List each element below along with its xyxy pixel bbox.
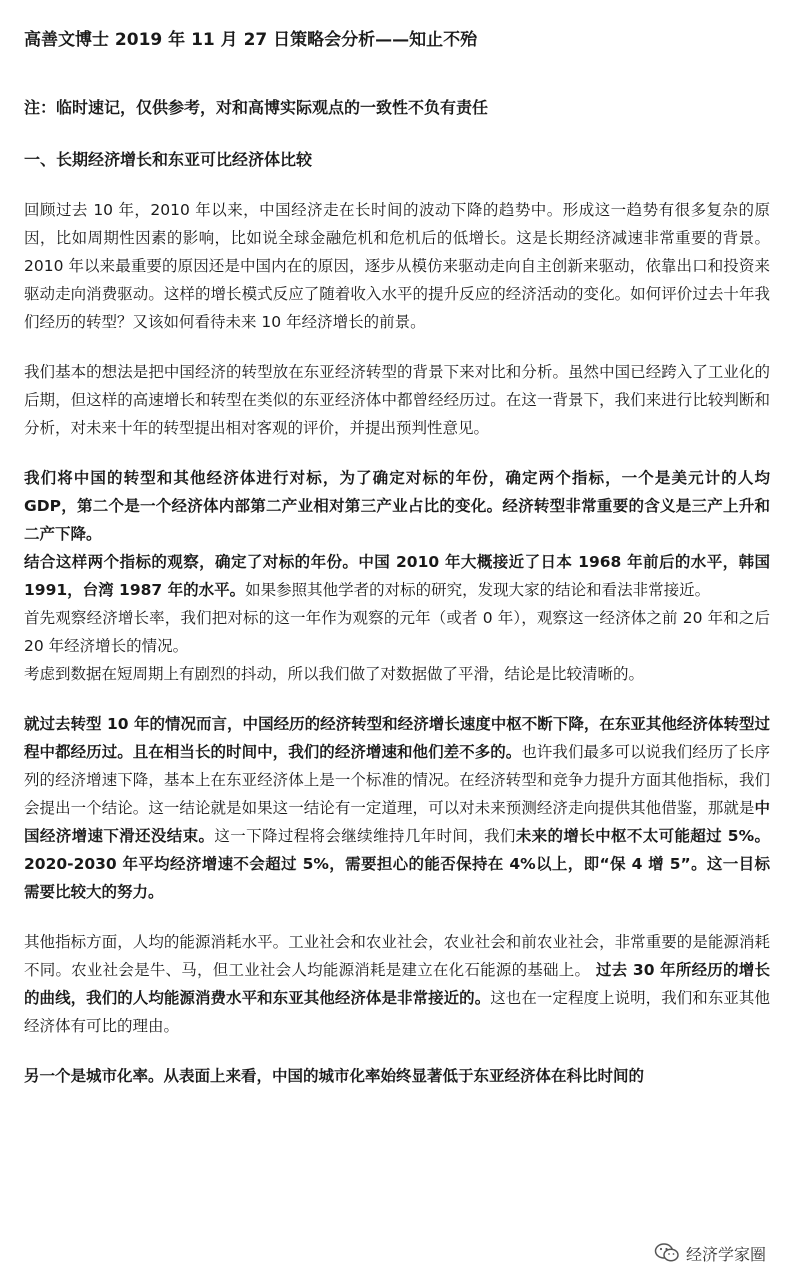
- bold-text: 结合这样两个指标的观察，确定了对标的年份。中国 2010 年大概接近了日本 1968 年前后的水平，韩国 1991，台湾 1987 年的水平。: [24, 553, 770, 599]
- body-text: 这一下降过程将会继续维持几年时间，我们: [214, 827, 516, 845]
- paragraph-8: [24, 928, 770, 1040]
- paragraph-5: 首先观察经济增长率，我们把对标的这一年作为观察的元年（或者 0 年），观察这一经济体之前 20 年和之后 20 年经济增长的情况。: [24, 609, 770, 655]
- paragraph-4: [24, 548, 770, 604]
- paragraph-9: [24, 1062, 770, 1090]
- body-text: 其他指标方面，人均的能源消耗水平。工业社会和农业社会，农业社会和前农业社会，非常重要的是能源消耗不同。农业社会是牛、马，但工业社会人均能源消耗是建立在化石能源的基础上。: [24, 933, 770, 979]
- page-title: 高善文博士 2019 年 11 月 27 日策略会分析——知止不殆: [24, 30, 478, 50]
- bold-text: 就过去转型 10 年的情况而言，中国经历的经济转型和经济增长速度中枢不断下降，在东亚其他经济体转型过程中都经历过。且在相当长的时间中，我们的经济增速和他们差不多的。: [24, 715, 770, 761]
- paragraph-6: 考虑到数据在短周期上有剧烈的抖动，所以我们做了对数据做了平滑，结论是比较清晰的。: [24, 665, 645, 683]
- body-text: 如果参照其他学者的对标的研究，发现大家的结论和看法非常接近。: [245, 581, 711, 599]
- watermark-label: 经济学家圈: [685, 1244, 766, 1264]
- paragraph-1: 回顾过去 10 年，2010 年以来，中国经济走在长时间的波动下降的趋势中。形成这一趋势有很多复杂的原因，比如周期性因素的影响，比如说全球金融危机和危机后的低增长。这是长期经济减速非常重要的背景。2010 年以来最重要的原因还是中国内在的原因，逐步从模仿来驱动走向自主创新来驱动，依靠出口和投资来驱动走向消费驱动。这样的增长模式反应了随着收入水平的提升反应的经济活动的变化。如何评价过去十年我们经历的转型？又该如何看待未来 10 年经济增长的前景。: [24, 201, 770, 331]
- wechat-icon: [654, 1240, 680, 1266]
- bold-text: 未来的增长中枢不太可能超过 5%。2020-2030 年平均经济增速不会超过 5%，需要担心的能否保持在 4%以上，即“保 4 增 5”。这一目标需要比较大的努力。: [24, 827, 770, 901]
- paragraph-7: [24, 710, 770, 906]
- section-heading: 一、长期经济增长和东亚可比经济体比较: [24, 150, 313, 169]
- document-body: [24, 26, 770, 1090]
- bold-text: 另一个是城市化率。从表面上来看，中国的城市化率始终显著低于东亚经济体在科比时间的: [24, 1067, 645, 1085]
- paragraph-2: 我们基本的想法是把中国经济的转型放在东亚经济转型的背景下来对比和分析。虽然中国已经跨入了工业化的后期，但这样的高速增长和转型在类似的东亚经济体中都曾经经历过。在这一背景下，我们来进行比较判断和分析，对未来十年的转型提出相对客观的评价，并提出预判性意见。: [24, 363, 770, 437]
- disclaimer-note: 注：临时速记，仅供参考，对和高博实际观点的一致性不负有责任: [24, 98, 489, 117]
- bold-text: 中国经济增速下滑还没结束。: [24, 799, 770, 845]
- bold-text: 我们将中国的转型和其他经济体进行对标，为了确定对标的年份，确定两个指标，一个是美元计的人均 GDP，第二个是一个经济体内部第二产业相对第三产业占比的变化。经济转型非常重要的含义是三产上升和二产下降。: [24, 469, 770, 543]
- bold-text: 过去 30 年所经历的增长的曲线，我们的人均能源消费水平和东亚其他经济体是非常接近的。: [24, 961, 770, 1007]
- watermark: [650, 1238, 770, 1268]
- body-text: 也许我们最多可以说我们经历了长序列的经济增速下降，基本上在东亚经济体上是一个标准的情况。在经济转型和竞争力提升方面其他指标，我们会提出一个结论。这一结论就是如果这一结论有一定道理，可以对未来预测经济走向提供其他借鉴，那就是: [24, 743, 770, 817]
- paragraph-3: [24, 464, 770, 548]
- body-text: 这也在一定程度上说明，我们和东亚其他经济体有可比的理由。: [24, 989, 770, 1035]
